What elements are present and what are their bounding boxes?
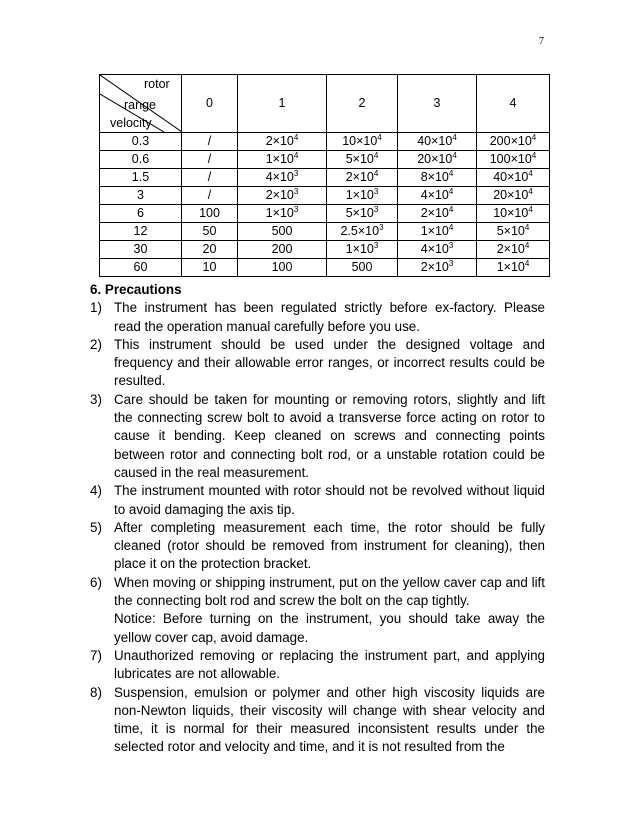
range-value: 20×10 (493, 188, 529, 202)
table-row (100, 205, 550, 223)
table-row (100, 241, 550, 259)
range-value: / (207, 152, 212, 166)
range-value: 8×10 (420, 170, 449, 184)
velocity-cell: 1.5 (100, 169, 182, 187)
range-value: 5×10 (496, 224, 525, 238)
range-value: 4×10 (420, 188, 449, 202)
range-cell (238, 241, 327, 259)
item-text (114, 574, 545, 647)
range-cell (327, 205, 398, 223)
range-cell (477, 259, 550, 277)
table-corner-cell (100, 75, 182, 133)
range-cell (477, 223, 550, 241)
precaution-item (90, 391, 545, 482)
range-value: 5×10 (345, 152, 374, 166)
item-text (114, 391, 545, 482)
item-paragraph: The instrument mounted with rotor should not be revolved without liquid to avoid damaging the axis tip. (114, 483, 545, 517)
range-value: 2.5×10 (340, 224, 380, 238)
velocity-cell: 12 (100, 223, 182, 241)
range-exponent: 3 (373, 205, 379, 214)
range-value: 200 (271, 242, 293, 256)
range-value: 40×10 (417, 134, 453, 148)
range-cell (327, 187, 398, 205)
range-exponent: 4 (524, 223, 530, 232)
range-exponent: 4 (293, 151, 299, 160)
range-value: 10×10 (493, 206, 529, 220)
item-number: 2) (90, 336, 102, 352)
range-cell (182, 151, 238, 169)
range-exponent: 4 (528, 169, 533, 178)
item-text (114, 647, 545, 684)
range-cell (182, 241, 238, 259)
range-value: 1×10 (420, 224, 449, 238)
item-text (114, 336, 545, 391)
item-text (114, 299, 545, 336)
item-paragraph: Notice: Before turning on the instrument, you should take away the yellow cover cap, avoid damage. (114, 611, 545, 645)
range-exponent: 3 (293, 187, 299, 196)
item-number: 4) (90, 483, 102, 499)
range-value: 500 (271, 224, 293, 238)
range-value: 20 (202, 242, 217, 256)
range-cell (182, 169, 238, 187)
item-paragraph: Care should be taken for mounting or removing rotors, slightly and lift the connecting screw bolt to avoid a transverse force acting on rotor to cause it bending. Keep cleaned on screws and connecting points between rotor and connecting bolt rod, or a unstable rotation could be caused in the real measurement. (114, 391, 545, 480)
range-value: 20×10 (417, 152, 453, 166)
table-row (100, 169, 550, 187)
range-value: 10×10 (342, 134, 378, 148)
range-cell (238, 205, 327, 223)
range-value: 2×10 (265, 134, 294, 148)
range-value: 1×10 (496, 260, 525, 274)
range-cell (477, 241, 550, 259)
range-cell (477, 151, 550, 169)
range-exponent: 3 (448, 259, 454, 268)
range-value: / (207, 134, 212, 148)
range-exponent: 4 (448, 223, 454, 232)
item-paragraph: Suspension, emulsion or polymer and other high viscosity liquids are non-Newton liquids, their viscosity will change with shear velocity and time, it is normal for their measured inconsistent results under the selected rotor and velocity and time, and it is not resulted from the (114, 684, 545, 755)
section-title: 6. Precautions (90, 282, 182, 297)
range-cell (238, 223, 327, 241)
range-cell (398, 205, 477, 223)
precautions-section (90, 281, 545, 757)
item-number: 8) (90, 684, 102, 700)
range-exponent: 4 (293, 133, 299, 142)
range-value: 2×10 (496, 242, 525, 256)
velocity-cell: 30 (100, 241, 182, 259)
range-exponent: 3 (293, 169, 299, 178)
item-paragraph: The instrument has been regulated strictly before ex-factory. Please read the operation manual carefully before you use. (114, 300, 545, 334)
range-exponent: 3 (373, 241, 379, 250)
range-value: / (207, 188, 212, 202)
range-exponent: 4 (373, 169, 379, 178)
range-cell (238, 133, 327, 151)
table-row (100, 187, 550, 205)
range-value: 1×10 (265, 152, 294, 166)
corner-label-range: range (124, 98, 156, 112)
velocity-cell: 0.6 (100, 151, 182, 169)
range-exponent: 4 (528, 187, 533, 196)
range-value: 2×10 (420, 206, 449, 220)
range-value: 10 (202, 260, 217, 274)
item-number: 6) (90, 574, 102, 590)
item-text (114, 482, 545, 519)
range-exponent: 4 (524, 241, 530, 250)
velocity-cell: 0.3 (100, 133, 182, 151)
item-paragraph: This instrument should be used under the designed voltage and frequency and their allowable error ranges, or incorrect results could be resulted. (114, 336, 545, 389)
range-cell (182, 205, 238, 223)
item-text (114, 684, 545, 757)
range-cell (398, 259, 477, 277)
range-value: 2×10 (420, 260, 449, 274)
range-cell (238, 259, 327, 277)
range-value: 2×10 (345, 170, 374, 184)
range-exponent: 4 (448, 205, 454, 214)
precautions-list (90, 299, 545, 756)
range-exponent: 4 (524, 259, 530, 268)
range-cell (327, 223, 398, 241)
rotor-header-1: 1 (238, 75, 327, 133)
item-number: 7) (90, 647, 102, 663)
range-value: 1×10 (345, 242, 374, 256)
table-row (100, 151, 550, 169)
range-exponent: 4 (531, 151, 537, 160)
precaution-item (90, 336, 545, 391)
range-exponent: 3 (373, 187, 379, 196)
range-value: 100×10 (489, 152, 532, 166)
item-paragraph: Unauthorized removing or replacing the instrument part, and applying lubricates are not allowable. (114, 647, 545, 682)
range-value: 5×10 (345, 206, 374, 220)
item-paragraph: When moving or shipping instrument, put on the yellow caver cap and lift the connecting bolt rod and screw the bolt on the cap tightly. (114, 574, 545, 609)
range-cell (327, 133, 398, 151)
range-cell (238, 169, 327, 187)
range-cell (477, 187, 550, 205)
range-value: 1×10 (345, 188, 374, 202)
range-cell (182, 133, 238, 151)
range-exponent: 4 (528, 205, 533, 214)
range-value: 1×10 (265, 206, 294, 220)
range-exponent: 4 (448, 169, 454, 178)
velocity-cell: 3 (100, 187, 182, 205)
range-cell (327, 151, 398, 169)
range-value: / (207, 170, 212, 184)
range-cell (398, 241, 477, 259)
range-cell (182, 259, 238, 277)
precaution-item (90, 519, 545, 574)
range-exponent: 4 (452, 151, 457, 160)
range-exponent: 4 (377, 133, 382, 142)
range-cell (477, 133, 550, 151)
item-number: 5) (90, 519, 102, 535)
range-exponent: 4 (452, 133, 457, 142)
item-text (114, 519, 545, 574)
range-value: 50 (202, 224, 217, 238)
table-row (100, 259, 550, 277)
corner-label-rotor: rotor (144, 77, 170, 91)
precaution-item (90, 647, 545, 684)
range-value: 2×10 (265, 188, 294, 202)
range-value: 500 (351, 260, 373, 274)
rotor-header-3: 3 (398, 75, 477, 133)
rotor-header-2: 2 (327, 75, 398, 133)
table-header-row (100, 75, 550, 133)
range-value: 40×10 (493, 170, 529, 184)
range-table (99, 74, 550, 277)
range-exponent: 3 (448, 241, 454, 250)
range-cell (327, 259, 398, 277)
range-cell (477, 169, 550, 187)
range-cell (398, 169, 477, 187)
rotor-header-4: 4 (477, 75, 550, 133)
range-cell (327, 169, 398, 187)
precaution-item (90, 299, 545, 336)
range-exponent: 3 (379, 223, 384, 232)
item-paragraph: After completing measurement each time, the rotor should be fully cleaned (rotor should be removed from instrument for cleaning), then place it on the protection bracket. (114, 519, 545, 572)
range-cell (477, 205, 550, 223)
velocity-cell: 6 (100, 205, 182, 223)
table-row (100, 223, 550, 241)
range-value: 4×10 (265, 170, 294, 184)
range-cell (327, 241, 398, 259)
page-number: 7 (539, 36, 544, 47)
range-cell (238, 187, 327, 205)
range-cell (398, 223, 477, 241)
range-exponent: 4 (531, 133, 537, 142)
range-cell (398, 151, 477, 169)
range-exponent: 4 (373, 151, 379, 160)
item-number: 3) (90, 391, 102, 407)
precaution-item (90, 482, 545, 519)
range-value: 100 (199, 206, 220, 220)
range-exponent: 3 (293, 205, 299, 214)
range-cell (182, 223, 238, 241)
range-cell (238, 151, 327, 169)
range-value: 4×10 (420, 242, 449, 256)
range-cell (182, 187, 238, 205)
range-cell (398, 133, 477, 151)
precaution-item (90, 684, 545, 757)
range-value: 100 (271, 260, 293, 274)
range-exponent: 4 (448, 187, 454, 196)
item-number: 1) (90, 300, 102, 316)
corner-label-velocity: velocity (110, 116, 152, 130)
rotor-header-0: 0 (182, 75, 238, 133)
table-row (100, 133, 550, 151)
precaution-item (90, 574, 545, 647)
range-value: 200×10 (489, 134, 532, 148)
velocity-cell: 60 (100, 259, 182, 277)
range-cell (398, 187, 477, 205)
